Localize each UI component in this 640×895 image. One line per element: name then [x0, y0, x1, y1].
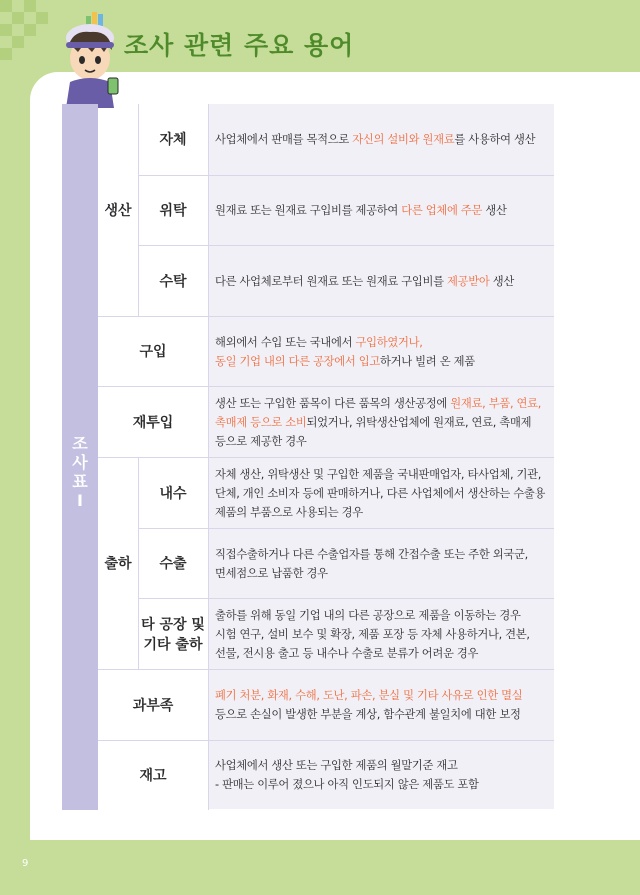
- description-text: 하거나 빌려 온 제품: [380, 354, 475, 368]
- column-divider: [138, 458, 139, 670]
- row-divider: [98, 669, 554, 670]
- term-description: [208, 176, 554, 245]
- row-divider: [138, 528, 554, 529]
- description-text: 생산: [482, 204, 507, 217]
- highlighted-text: 제공받아: [447, 274, 490, 288]
- row-divider: [138, 175, 554, 176]
- row-divider: [98, 386, 554, 387]
- highlighted-text: 동일 기업 내의 다른 공장에서 입고: [215, 354, 381, 368]
- terms-table: [62, 104, 554, 810]
- page-title: 조사 관련 주요 용어: [124, 31, 355, 60]
- term-description: [208, 529, 554, 598]
- row-divider: [98, 740, 554, 741]
- category-label: 재고: [98, 741, 208, 810]
- section-label-char: 사: [72, 453, 88, 472]
- category-label: 과부족: [98, 670, 208, 741]
- group-label-production: 생산: [104, 202, 132, 219]
- highlighted-text: 자신의 설비와 원재료: [352, 133, 455, 146]
- description-text: 생산 또는 구입한 품목이 다른 품목의 생산공정에: [215, 396, 451, 410]
- highlighted-text: 폐기 처분, 화재, 수해, 도난, 파손, 분실 및 기타 사유로 인한 멸실: [215, 689, 523, 702]
- description-text: 원재료 또는 원재료 구입비를 제공하여: [215, 204, 402, 217]
- subcategory-label: 자체: [138, 104, 208, 176]
- subcategory-label: 내수: [138, 458, 208, 529]
- group-label-shipment: 출하: [104, 556, 132, 572]
- row-divider: [98, 316, 554, 317]
- description-text: 사업체에서 판매를 목적으로: [215, 133, 353, 146]
- description-text: 해외에서 수입 또는 국내에서: [215, 335, 356, 349]
- description-text: 출하를 위해 동일 기업 내의 다른 공장으로 제품을 이동하는 경우 시험 연구, 설비 보수 및 확장, 제품 포장 등 자체 사용하거나, 견본, 선물, 전시용 출고 등 내수나 수출로 분류가 어려운 경우: [215, 608, 530, 660]
- column-divider: [208, 104, 209, 810]
- section-label-char: 조: [72, 434, 88, 453]
- description-text: 생산: [489, 274, 514, 288]
- term-description: [208, 599, 554, 669]
- description-text: 다른 사업체로부터 원재료 또는 원재료 구입비를: [215, 274, 448, 288]
- term-description: [208, 317, 554, 386]
- description-text: 등으로 손실이 발생한 부분을 계상, 함수관계 불일치에 대한 보정: [215, 708, 521, 721]
- description-text: 를 사용하여 생산: [454, 133, 536, 146]
- row-divider: [138, 245, 554, 246]
- subcategory-label: 위탁: [138, 176, 208, 246]
- category-label: 구입: [98, 317, 208, 387]
- highlighted-text: 구입하였거나,: [355, 335, 423, 349]
- page-number: 9: [22, 858, 29, 869]
- row-divider: [98, 457, 554, 458]
- term-description: [208, 104, 554, 175]
- column-divider: [138, 104, 139, 317]
- term-description: [208, 670, 554, 740]
- term-description: [208, 741, 554, 809]
- highlighted-text: 다른 업체에 주문: [401, 204, 483, 217]
- row-divider: [138, 598, 554, 599]
- highlighted-text: 촉매제 등으로 소비: [215, 415, 307, 429]
- description-text: 직접수출하거나 다른 수출업자를 통해 간접수출 또는 주한 외국군, 면세점으로 납품한 경우: [215, 547, 528, 580]
- section-label: [62, 434, 98, 510]
- description-text: 되었거나, 위탁생산업체에 원재료, 연료, 촉매제 등으로 제공한 경우: [215, 415, 532, 448]
- section-label-char: 표: [72, 472, 88, 491]
- term-description: [208, 246, 554, 316]
- footer-strip: [0, 840, 640, 895]
- term-description: [208, 387, 554, 457]
- mascot-character-icon: [52, 12, 128, 108]
- term-description: [208, 458, 554, 528]
- category-label: 재투입: [98, 387, 208, 458]
- subcategory-label: 수출: [138, 529, 208, 599]
- description-text: 사업체에서 생산 또는 구입한 제품의 월말기준 재고 - 판매는 이루어 졌으나 아직 인도되지 않은 제품도 포함: [215, 759, 479, 791]
- description-text: 자체 생산, 위탁생산 및 구입한 제품을 국내판매업자, 타사업체, 기관, 단체, 개인 소비자 등에 판매하거나, 다른 사업체에서 생산하는 수출용 제품의 부품으로 사용되는 경우: [215, 467, 546, 519]
- section-label-char: Ⅰ: [77, 491, 83, 510]
- highlighted-text: 원재료, 부품, 연료,: [450, 396, 542, 410]
- subcategory-label: 타 공장 및 기타 출하: [138, 599, 208, 670]
- subcategory-label: 수탁: [138, 246, 208, 317]
